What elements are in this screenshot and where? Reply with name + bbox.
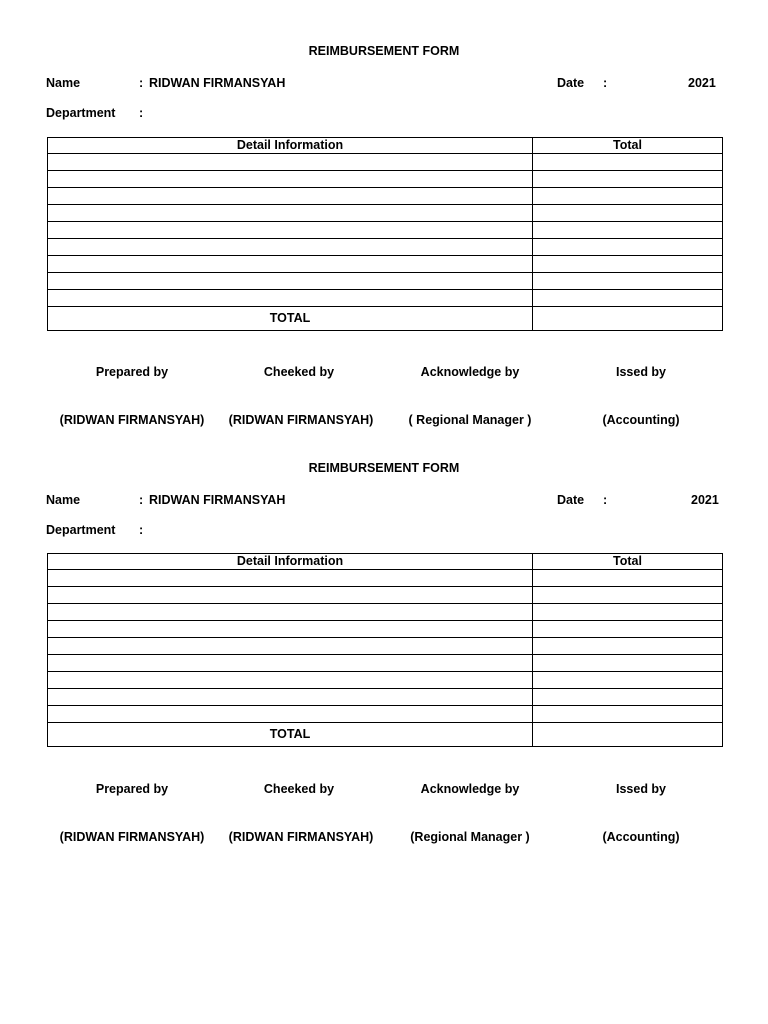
table-row [48,205,723,222]
issued-by-name: (Accounting) [602,413,680,427]
detail-cell[interactable] [48,672,533,689]
table-row [48,570,723,587]
date-value: 2021 [691,493,719,507]
total-cell[interactable] [533,256,723,273]
total-label: TOTAL [48,723,533,747]
checked-by-label: Cheeked by [263,782,335,796]
issued-by-label: Issed by [615,782,667,796]
grand-total-cell[interactable] [533,723,723,747]
total-cell[interactable] [533,706,723,723]
table-row [48,672,723,689]
date-value: 2021 [688,76,716,90]
table-row [48,655,723,672]
total-cell[interactable] [533,655,723,672]
total-cell[interactable] [533,604,723,621]
date-colon: : [603,76,608,90]
detail-cell[interactable] [48,222,533,239]
total-cell[interactable] [533,638,723,655]
name-colon: : [139,493,144,507]
checked-by-name: (RIDWAN FIRMANSYAH) [228,830,374,844]
detail-cell[interactable] [48,188,533,205]
total-cell[interactable] [533,222,723,239]
table-row [48,638,723,655]
name-value: RIDWAN FIRMANSYAH [149,493,286,507]
acknowledge-by-name: (Regional Manager ) [410,830,530,844]
detail-cell[interactable] [48,689,533,706]
table-row [48,222,723,239]
department-colon: : [139,106,144,120]
total-cell[interactable] [533,689,723,706]
table-row [48,256,723,273]
acknowledge-by-label: Acknowledge by [420,365,520,379]
table-row [48,604,723,621]
name-colon: : [139,76,144,90]
form-title: REIMBURSEMENT FORM [308,461,460,475]
detail-information-header: Detail Information [48,138,533,154]
table-row [48,154,723,171]
detail-cell[interactable] [48,570,533,587]
detail-cell[interactable] [48,239,533,256]
date-label: Date [557,76,585,90]
detail-cell[interactable] [48,587,533,604]
department-colon: : [139,523,144,537]
table-row [48,239,723,256]
table-row [48,171,723,188]
issued-by-label: Issed by [615,365,667,379]
table-row [48,587,723,604]
total-cell[interactable] [533,587,723,604]
total-cell[interactable] [533,290,723,307]
detail-cell[interactable] [48,706,533,723]
total-cell[interactable] [533,205,723,222]
total-cell[interactable] [533,570,723,587]
grand-total-cell[interactable] [533,307,723,331]
total-header: Total [533,554,723,570]
total-cell[interactable] [533,621,723,638]
total-header: Total [533,138,723,154]
total-cell[interactable] [533,672,723,689]
table-row [48,689,723,706]
detail-cell[interactable] [48,290,533,307]
detail-cell[interactable] [48,171,533,188]
total-label: TOTAL [48,307,533,331]
date-colon: : [603,493,608,507]
detail-cell[interactable] [48,273,533,290]
total-cell[interactable] [533,239,723,256]
name-label: Name [46,493,81,507]
table-row [48,290,723,307]
total-row [48,723,723,747]
prepared-by-label: Prepared by [95,782,169,796]
total-cell[interactable] [533,171,723,188]
detail-cell[interactable] [48,154,533,171]
table-row [48,706,723,723]
detail-table [47,553,723,747]
total-row [48,307,723,331]
issued-by-name: (Accounting) [602,830,680,844]
prepared-by-name: (RIDWAN FIRMANSYAH) [59,830,205,844]
date-label: Date [557,493,585,507]
detail-cell[interactable] [48,604,533,621]
prepared-by-name: (RIDWAN FIRMANSYAH) [59,413,205,427]
detail-information-header: Detail Information [48,554,533,570]
detail-table [47,137,723,331]
form-title: REIMBURSEMENT FORM [308,44,460,58]
detail-cell[interactable] [48,256,533,273]
detail-cell[interactable] [48,205,533,222]
name-label: Name [46,76,81,90]
total-cell[interactable] [533,188,723,205]
acknowledge-by-name: ( Regional Manager ) [408,413,532,427]
total-cell[interactable] [533,273,723,290]
detail-cell[interactable] [48,655,533,672]
prepared-by-label: Prepared by [95,365,169,379]
table-row [48,273,723,290]
department-label: Department [46,106,116,120]
table-row [48,621,723,638]
table-header-row [48,554,723,570]
checked-by-label: Cheeked by [263,365,335,379]
detail-cell[interactable] [48,638,533,655]
table-header-row [48,138,723,154]
department-label: Department [46,523,116,537]
name-value: RIDWAN FIRMANSYAH [149,76,286,90]
acknowledge-by-label: Acknowledge by [420,782,520,796]
checked-by-name: (RIDWAN FIRMANSYAH) [228,413,374,427]
detail-cell[interactable] [48,621,533,638]
total-cell[interactable] [533,154,723,171]
table-row [48,188,723,205]
